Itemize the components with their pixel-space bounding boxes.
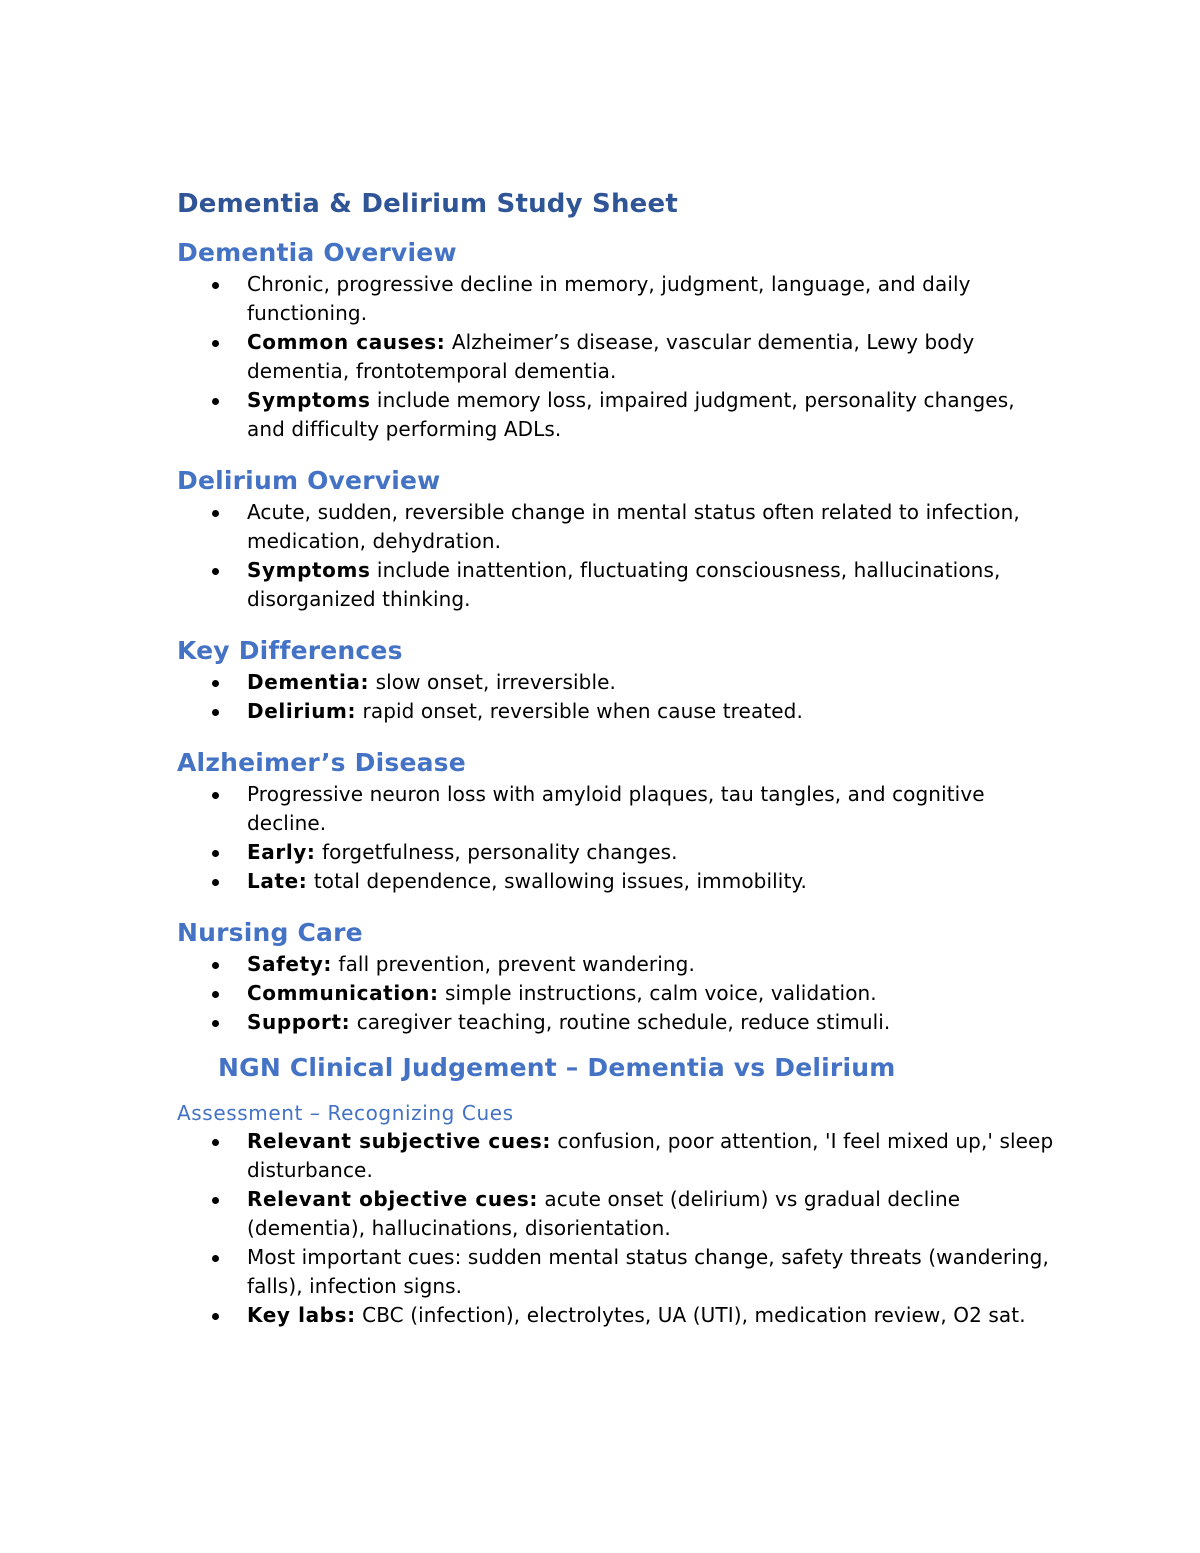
bullet-icon — [212, 398, 219, 405]
bullet-icon — [212, 1020, 219, 1027]
bullet-icon — [212, 340, 219, 347]
list-item — [177, 780, 1057, 838]
list-item — [177, 556, 1057, 614]
list-item — [177, 867, 1057, 896]
bullet-icon — [212, 1139, 219, 1146]
bullet-icon — [212, 879, 219, 886]
item-label: Key labs: — [247, 1303, 356, 1327]
item-label: Relevant subjective cues: — [247, 1129, 551, 1153]
list-item — [177, 1185, 1057, 1243]
item-label: Support: — [247, 1010, 351, 1034]
item-label: Symptoms — [247, 558, 371, 582]
item-text: caregiver teaching, routine schedule, reduce stimuli. — [350, 1010, 891, 1034]
bullet-icon — [212, 850, 219, 857]
bullet-icon — [212, 1313, 219, 1320]
list-item — [177, 1301, 1057, 1330]
item-label: Relevant objective cues: — [247, 1187, 538, 1211]
list-item — [177, 697, 1057, 726]
item-text: forgetfulness, personality changes. — [315, 840, 678, 864]
item-text: acute onset (delirium) vs gradual decline (dementia), hallucinations, disorientation. — [247, 1187, 961, 1240]
item-text: CBC (infection), electrolytes, UA (UTI), medication review, O2 sat. — [355, 1303, 1026, 1327]
bullet-icon — [212, 709, 219, 716]
section-heading-delirium-overview: Delirium Overview — [177, 466, 441, 495]
document-content — [177, 186, 1057, 1350]
item-label: Late: — [247, 869, 308, 893]
item-label: Early: — [247, 840, 316, 864]
bullet-icon — [212, 962, 219, 969]
list-item — [177, 979, 1057, 1008]
item-label: Delirium: — [247, 699, 357, 723]
item-text: Alzheimer’s disease, vascular dementia, Lewy body dementia, frontotemporal dementia. — [247, 330, 975, 383]
bullet-icon — [212, 792, 219, 799]
section-heading-dementia-overview: Dementia Overview — [177, 238, 457, 267]
assessment-subheading: Assessment – Recognizing Cues — [177, 1101, 514, 1125]
item-text: fall prevention, prevent wandering. — [331, 952, 695, 976]
item-text: Progressive neuron loss with amyloid plaques, tau tangles, and cognitive decline. — [247, 782, 985, 835]
list-item — [177, 328, 1057, 386]
list-item — [177, 498, 1057, 556]
list-item — [177, 1127, 1057, 1185]
document-title: Dementia & Delirium Study Sheet — [177, 189, 678, 219]
item-text: Most important cues: sudden mental status change, safety threats (wandering, falls), infection signs. — [247, 1245, 1049, 1298]
item-label: Common causes: — [247, 330, 446, 354]
list-item — [177, 386, 1057, 444]
section-heading-alzheimers: Alzheimer’s Disease — [177, 748, 466, 777]
item-text: simple instructions, calm voice, validation. — [438, 981, 877, 1005]
bullet-icon — [212, 1197, 219, 1204]
bullet-icon — [212, 680, 219, 687]
list-item — [177, 950, 1057, 979]
item-text: include inattention, fluctuating consciousness, hallucinations, disorganized thinking. — [247, 558, 1001, 611]
item-text: rapid onset, reversible when cause treated. — [356, 699, 803, 723]
alzheimers-list — [177, 780, 1057, 896]
item-text: confusion, poor attention, 'I feel mixed up,' sleep disturbance. — [247, 1129, 1054, 1182]
section-heading-nursing-care: Nursing Care — [177, 918, 363, 947]
bullet-icon — [212, 991, 219, 998]
item-label: Communication: — [247, 981, 439, 1005]
item-text: total dependence, swallowing issues, immobility. — [307, 869, 807, 893]
nursing-care-list — [177, 950, 1057, 1037]
item-text: include memory loss, impaired judgment, personality changes, and difficulty performing ADLs. — [247, 388, 1015, 441]
ngn-heading: NGN Clinical Judgement – Dementia vs Delirium — [218, 1053, 896, 1082]
dementia-overview-list — [177, 270, 1057, 444]
list-item — [177, 668, 1057, 697]
item-text: slow onset, irreversible. — [369, 670, 616, 694]
item-text: Chronic, progressive decline in memory, judgment, language, and daily functioning. — [247, 272, 971, 325]
item-label: Safety: — [247, 952, 332, 976]
delirium-overview-list — [177, 498, 1057, 614]
key-differences-list — [177, 668, 1057, 726]
item-text: Acute, sudden, reversible change in mental status often related to infection, medication, dehydration. — [247, 500, 1020, 553]
bullet-icon — [212, 568, 219, 575]
assessment-list — [177, 1127, 1057, 1330]
item-label: Dementia: — [247, 670, 370, 694]
bullet-icon — [212, 282, 219, 289]
list-item — [177, 1008, 1057, 1037]
section-heading-key-differences: Key Differences — [177, 636, 403, 665]
bullet-icon — [212, 510, 219, 517]
list-item — [177, 1243, 1057, 1301]
item-label: Symptoms — [247, 388, 371, 412]
list-item — [177, 270, 1057, 328]
list-item — [177, 838, 1057, 867]
bullet-icon — [212, 1255, 219, 1262]
